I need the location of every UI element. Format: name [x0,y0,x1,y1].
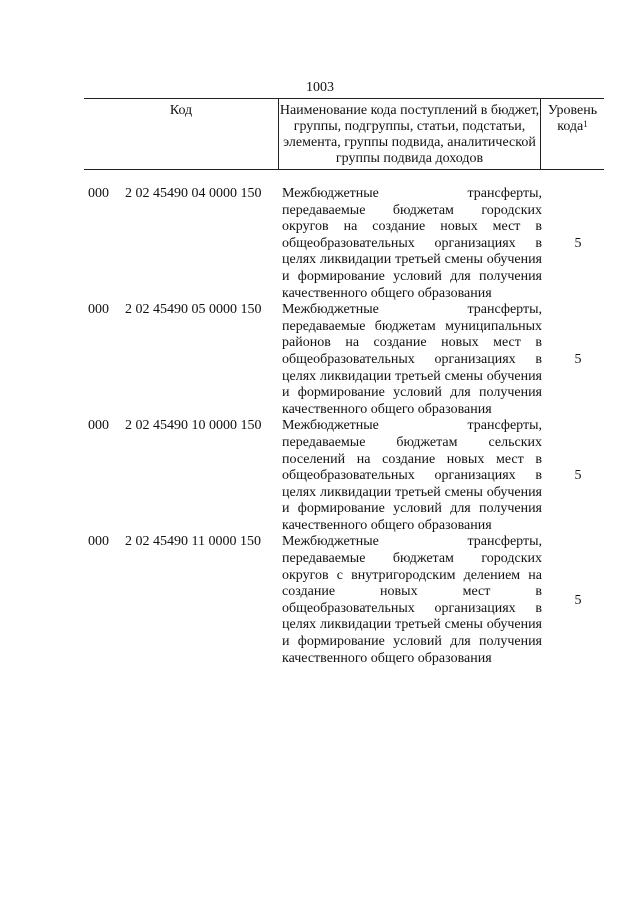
page-number: 1003 [306,80,334,95]
row-income-code: 2 02 45490 10 0000 150 [125,418,262,434]
row-income-code: 2 02 45490 04 0000 150 [125,186,262,201]
header-level-footnote: 1 [583,119,588,129]
table-header [84,98,604,170]
row-admin-code: 000 [88,302,109,318]
row-income-code: 2 02 45490 05 0000 150 [125,302,262,318]
table-row [84,534,604,667]
row-admin-code: 000 [88,534,109,550]
table-row [84,302,604,418]
row-level: 5 [574,235,582,251]
header-level [541,99,604,169]
row-level: 5 [574,592,582,608]
row-income-code: 2 02 45490 11 0000 150 [125,534,261,550]
row-name: Межбюджетные трансферты, передаваемые бюджетам городских округов с внутригородским делением на создание новых мест в общеобразовательных организациях в целях ликвидации третьей смены обучения и формирование условий для получения качественного общего образования [282,534,542,666]
row-name: Межбюджетные трансферты, передаваемые бюджетам муниципальных районов на создание новых мест в общеобразовательных организациях в целях ликвидации третьей смены обучения и формирование условий для получения качественного общего образования [282,302,542,417]
header-name: Наименование кода поступлений в бюджет, группы, подгруппы, статьи, подстатьи, элемента, группы подвида, аналитической группы подвида доходов [278,99,541,169]
row-admin-code: 000 [88,186,109,201]
row-level: 5 [574,468,582,484]
table-row [84,418,604,534]
header-level-label: Уровень кода [547,103,598,134]
row-admin-code: 000 [88,418,109,434]
row-name: Межбюджетные трансферты, передаваемые бюджетам городских округов на создание новых мест в общеобразовательных организациях в целях ликвидации третьей смены обучения и формирование условий для получения качественного общего образования [282,186,542,301]
table-row [84,186,604,302]
table-body [84,186,604,667]
header-code: Код [169,103,193,118]
row-level: 5 [574,351,582,367]
row-name: Межбюджетные трансферты, передаваемые бюджетам сельских поселений на создание новых мест в общеобразовательных организациях в целях ликвидации третьей смены обучения и формирование условий для получения качественного общего образования [282,418,542,533]
